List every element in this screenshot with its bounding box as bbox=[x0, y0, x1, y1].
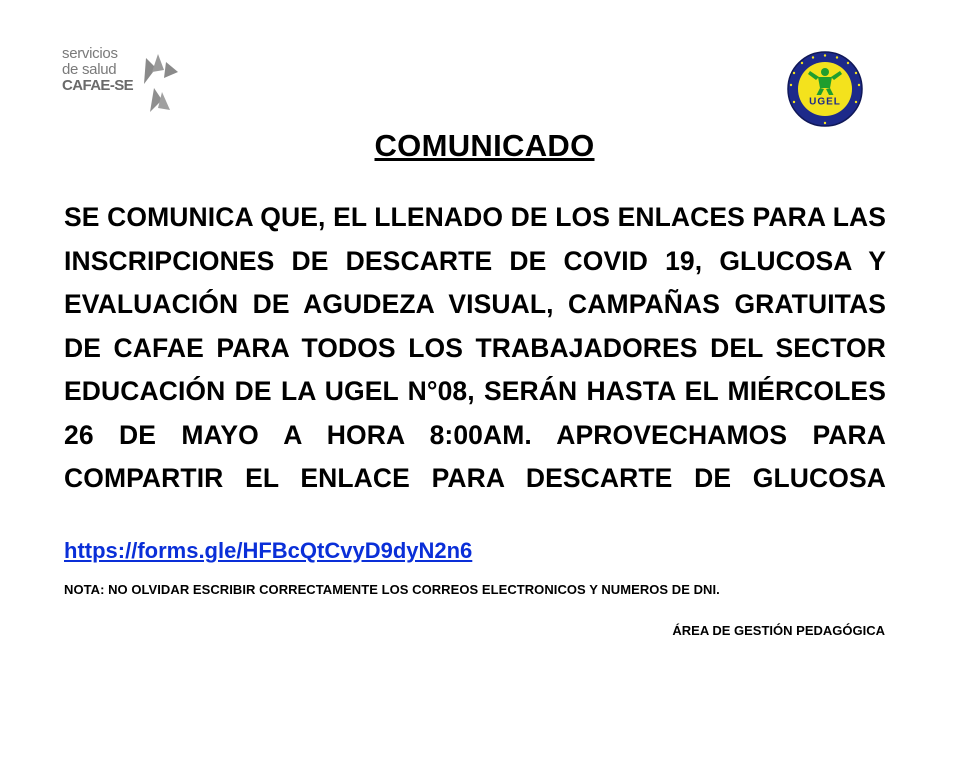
ugel-seal-label: UGEL bbox=[809, 96, 841, 108]
cafae-logo-text bbox=[62, 46, 133, 94]
ugel-seal-icon bbox=[786, 50, 864, 128]
cafae-logo-line2: de salud bbox=[62, 61, 117, 78]
glucosa-form-link[interactable]: https://forms.gle/HFBcQtCvyD9dyN2n6 bbox=[64, 538, 473, 563]
announcement-body: SE COMUNICA QUE, EL LLENADO DE LOS ENLACES PARA LAS INSCRIPCIONES DE DESCARTE DE COVID 19, GLUCOSA Y EVALUACIÓN DE AGUDEZA VISUAL, CAMPAÑAS GRATUITAS DE CAFAE PARA TODOS LOS TRABAJADORES DEL SECTOR EDUCACIÓN DE LA UGEL N°08, SERÁN HASTA EL MIÉRCOLES 26 DE MAYO A HORA 8:00AM. APROVECHAMOS PARA COMPARTIR EL ENLACE PARA DESCARTE DE GLUCOSA bbox=[64, 202, 886, 493]
cafae-logo bbox=[62, 46, 192, 116]
cafae-logo-line1: servicios bbox=[62, 45, 118, 62]
note-text: NOTA: NO OLVIDAR ESCRIBIR CORRECTAMENTE LOS CORREOS ELECTRONICOS Y NUMEROS DE DNI. bbox=[64, 582, 720, 597]
signature-area: ÁREA DE GESTIÓN PEDAGÓGICA bbox=[672, 623, 885, 638]
cafae-logo-line3: CAFAE-SE bbox=[62, 77, 134, 94]
cafae-figures-icon bbox=[136, 48, 186, 116]
ugel-logo bbox=[786, 50, 864, 133]
page-title: COMUNICADO bbox=[374, 128, 595, 163]
